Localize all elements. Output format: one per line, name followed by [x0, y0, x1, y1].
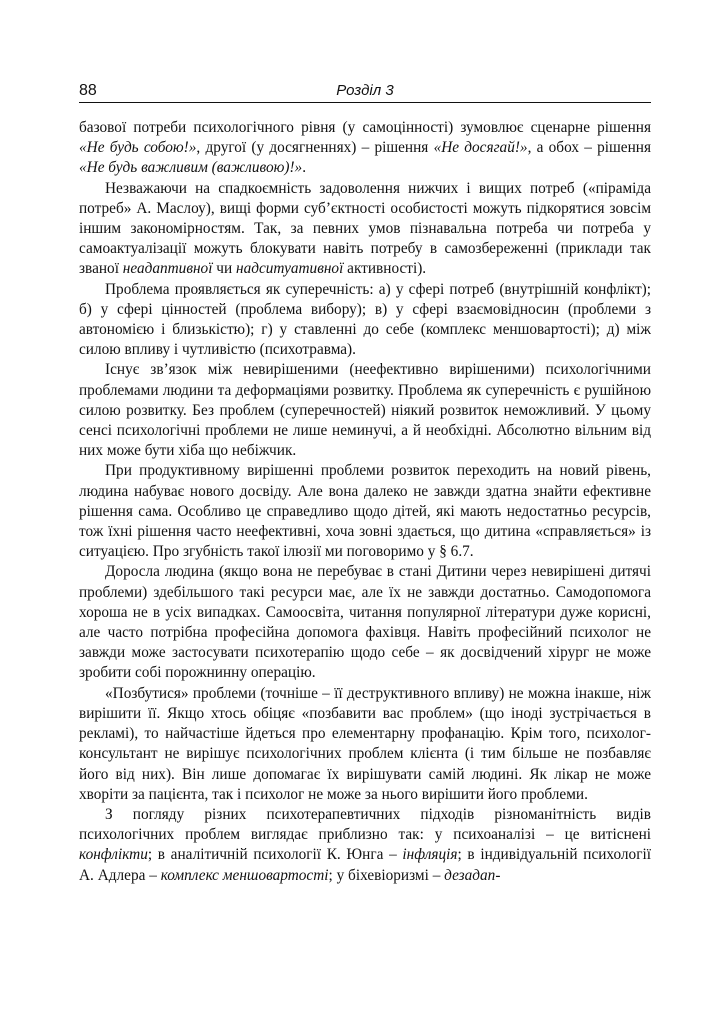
running-head: Розділ 3 — [336, 82, 394, 99]
text-run: базової потреби психологічного рівня (у самоцінності) зумовлює сценарне рішення — [79, 119, 651, 136]
text-run: , а обох – рішення — [527, 139, 651, 157]
italic-text: надситуативної — [235, 260, 344, 278]
italic-text: «Не будь важливим (важливою)!» — [79, 159, 303, 177]
paragraph — [79, 461, 651, 562]
text-run: Існує зв’язок між невирішеними (неефективно вирішеними) психологічними проблемами людини та деформаціями розвитку. Проблема як суперечність є рушійною силою розвитку. Без проблем (суперечностей) ніякий розвиток неможливий. У цьому сенсі психологічні проблеми не лише неминучі, а й необхідні. Абсолютно вільним від них може бути хіба що небіжчик. — [79, 361, 651, 460]
text-run: Доросла людина (якщо вона не перебуває в стані Дитини через невирішені дитячі проблеми) здебільшого такі ресурси має, але їх не завжди достатньо. Самодопомога хороша не в усіх випадках. Самоосвіта, читання популярної літератури дуже корисні, але часто потрібна професійна допомога фахівця. Навіть професійний психолог не завжди може застосувати психотерапію щодо себе – як досвідчений хірург не може зробити собі порожнинну операцію. — [79, 563, 651, 682]
italic-text: «Не будь собою!» — [79, 139, 197, 157]
text-run: При продуктивному вирішенні проблеми розвиток переходить на новий рівень, людина набуває нового досвіду. Але вона далеко не завжди здатна знайти ефективне рішення сама. Особливо це справедливо щодо дітей, які мають недостатньо ресурсів, тож їхні рішення часто неефективні, хоча зовні здається, що дитина «справляється» із ситуацією. Про згубність такої ілюзії ми поговоримо у § 6.7. — [79, 462, 651, 561]
italic-text: конфлікти — [79, 846, 148, 864]
text-run: ; у біхевіоризмі – — [328, 866, 445, 884]
paragraph — [79, 118, 651, 179]
italic-text: дезадап- — [444, 866, 501, 884]
paragraph — [79, 360, 651, 461]
text-run: чи — [212, 260, 236, 278]
text-run: Незважаючи на спадкоємність задоволення нижчих і вищих потреб («піраміда потреб» А. Маслоу), вищі форми суб’єктності особистості можуть підкорятися зовсім іншим закономірностям. Так, за певних умов пізнавальна потреба чи потреба у самоактуалізації можуть блокувати навіть потребу в самозбереженні (приклади так званої — [79, 179, 651, 278]
page-number: 88 — [79, 82, 97, 99]
italic-text: «Не досягай!» — [433, 139, 528, 157]
paragraph — [79, 684, 651, 805]
text-run: Проблема проявляється як суперечність: а) у сфері потреб (внутрішній конфлікт); б) у сфері цінностей (проблема вибору); в) у сфері взаємовідносин (проблеми з автономією і близькістю); г) у ставленні до себе (комплекс меншовартості); д) між силою впливу і чутливістю (психотравма). — [79, 280, 651, 359]
paragraph — [79, 805, 651, 886]
text-run: , другої (у досягненнях) – рішення — [196, 139, 434, 157]
text-run: З погляду різних психотерапевтичних підходів різноманітність видів психологічних проблем виглядає приблизно так: у психоаналізі – це витіснені — [79, 805, 651, 844]
text-run: активності). — [343, 260, 427, 278]
paragraph — [79, 179, 651, 280]
page-header — [79, 80, 651, 103]
text-run: ; в аналітичній психології К. Юнга – — [147, 846, 403, 864]
paragraph — [79, 280, 651, 361]
italic-text: комплекс меншовартості — [160, 866, 329, 884]
text-run: ; в індивідуальній психології А. Адлера – — [79, 846, 651, 884]
text-run: . — [302, 159, 307, 177]
italic-text: інфляція — [402, 846, 458, 864]
italic-text: неадаптивної — [122, 260, 213, 278]
text-run: «Позбутися» проблеми (точніше – її деструктивного впливу) не можна інакше, ніж вирішити її. Якщо хтось обіцяє «позбавити вас проблем» (що іноді зустрічається в рекламі), то найчастіше йдеться про елементарну профанацію. Крім того, психолог-консультант не вирішує психологічних проблем клієнта (і тим більше не позбавляє його від них). Він лише допомагає їх вирішувати самій людині. Як лікар не може хворіти за пацієнта, так і психолог не може за нього вирішити його проблеми. — [79, 684, 651, 803]
paragraph — [79, 562, 651, 683]
body-text — [79, 118, 651, 886]
